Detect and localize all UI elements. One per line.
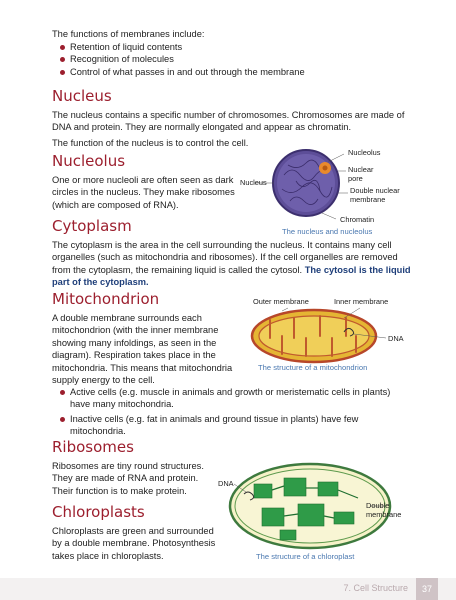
label-chromatin: Chromatin xyxy=(340,215,375,224)
intro-lead: The functions of membranes include: xyxy=(52,29,205,39)
heading-mitochondrion: Mitochondrion xyxy=(52,290,160,308)
chloroplasts-paragraph: Chloroplasts are green and surrounded by a double membrane. Photosynthesis takes place in chloroplasts. xyxy=(52,526,216,561)
intro-list xyxy=(56,41,396,78)
label-nucleolus: Nucleolus xyxy=(348,148,381,157)
chloroplast-diagram xyxy=(218,460,418,570)
label-double-nuclear-membrane: Double nuclear membrane xyxy=(350,186,400,204)
label-chloroplast-double-membrane: Double membrane xyxy=(366,501,402,519)
list-item: Recognition of molecules xyxy=(56,53,396,65)
mitochondrion-paragraph: A double membrane surrounds each mitochondrion (with the inner membrane showing many infoldings, as seen in the diagram). Respiration takes place in the mitochondria. This means that mitochondria supply energy to the cell. xyxy=(52,313,233,386)
cytoplasm-text: The cytoplasm is the area in the cell surrounding the nucleus. It contains many cell organelles (such as mitochondria and ribosomes). If the cell organelles are removed from the cytoplasm, the remaining liquid is called the cytosol. xyxy=(52,240,398,275)
heading-chloroplasts: Chloroplasts xyxy=(52,503,145,521)
label-outer-membrane: Outer membrane xyxy=(253,297,309,306)
mitochondrion-list xyxy=(56,386,408,438)
heading-cytoplasm: Cytoplasm xyxy=(52,217,132,235)
nucleolus-paragraph: One or more nucleoli are often seen as dark circles in the nucleus. They make ribosomes (which are composed of RNA). xyxy=(52,175,235,210)
label-nucleus: Nucleus xyxy=(240,178,267,187)
page-footer xyxy=(0,578,456,600)
mitochondrion-diagram xyxy=(248,298,420,378)
heading-nucleolus: Nucleolus xyxy=(52,152,126,170)
caption-mitochondrion: The structure of a mitochondrion xyxy=(258,363,368,372)
caption-nucleus: The nucleus and nucleolus xyxy=(282,227,373,236)
ribosomes-paragraph: Ribosomes are tiny round structures. They are made of RNA and protein. Their function is to make protein. xyxy=(52,461,204,496)
cytosol-highlight: The cytosol is the liquid part of the cytoplasm. xyxy=(52,264,411,288)
list-item: Inactive cells (e.g. fat in animals and ground tissue in plants) have few mitochondria. xyxy=(56,413,408,438)
label-inner-membrane: Inner membrane xyxy=(334,297,389,306)
caption-chloroplast: The structure of a chloroplast xyxy=(256,552,355,561)
list-item: Control of what passes in and out through the membrane xyxy=(56,66,396,78)
nucleus-diagram xyxy=(240,145,420,240)
heading-ribosomes: Ribosomes xyxy=(52,438,134,456)
cytoplasm-paragraph xyxy=(52,239,412,289)
nucleus-paragraph-2: The function of the nucleus is to control the cell. xyxy=(52,138,249,148)
label-chloroplast-dna: DNA xyxy=(218,479,234,488)
label-nuclear-pore: Nuclear pore xyxy=(348,165,374,183)
list-item: Retention of liquid contents xyxy=(56,41,396,53)
page-number: 37 xyxy=(416,578,438,600)
list-item: Active cells (e.g. muscle in animals and growth or meristematic cells in plants) have many mitochondria. xyxy=(56,386,408,411)
chapter-title: 7. Cell Structure xyxy=(343,583,408,593)
nucleus-paragraph-1: The nucleus contains a specific number of chromosomes. Chromosomes are made of DNA and protein. They are normally elongated and appear as chromatin. xyxy=(52,110,405,133)
heading-nucleus: Nucleus xyxy=(52,87,112,105)
label-dna: DNA xyxy=(388,334,404,343)
